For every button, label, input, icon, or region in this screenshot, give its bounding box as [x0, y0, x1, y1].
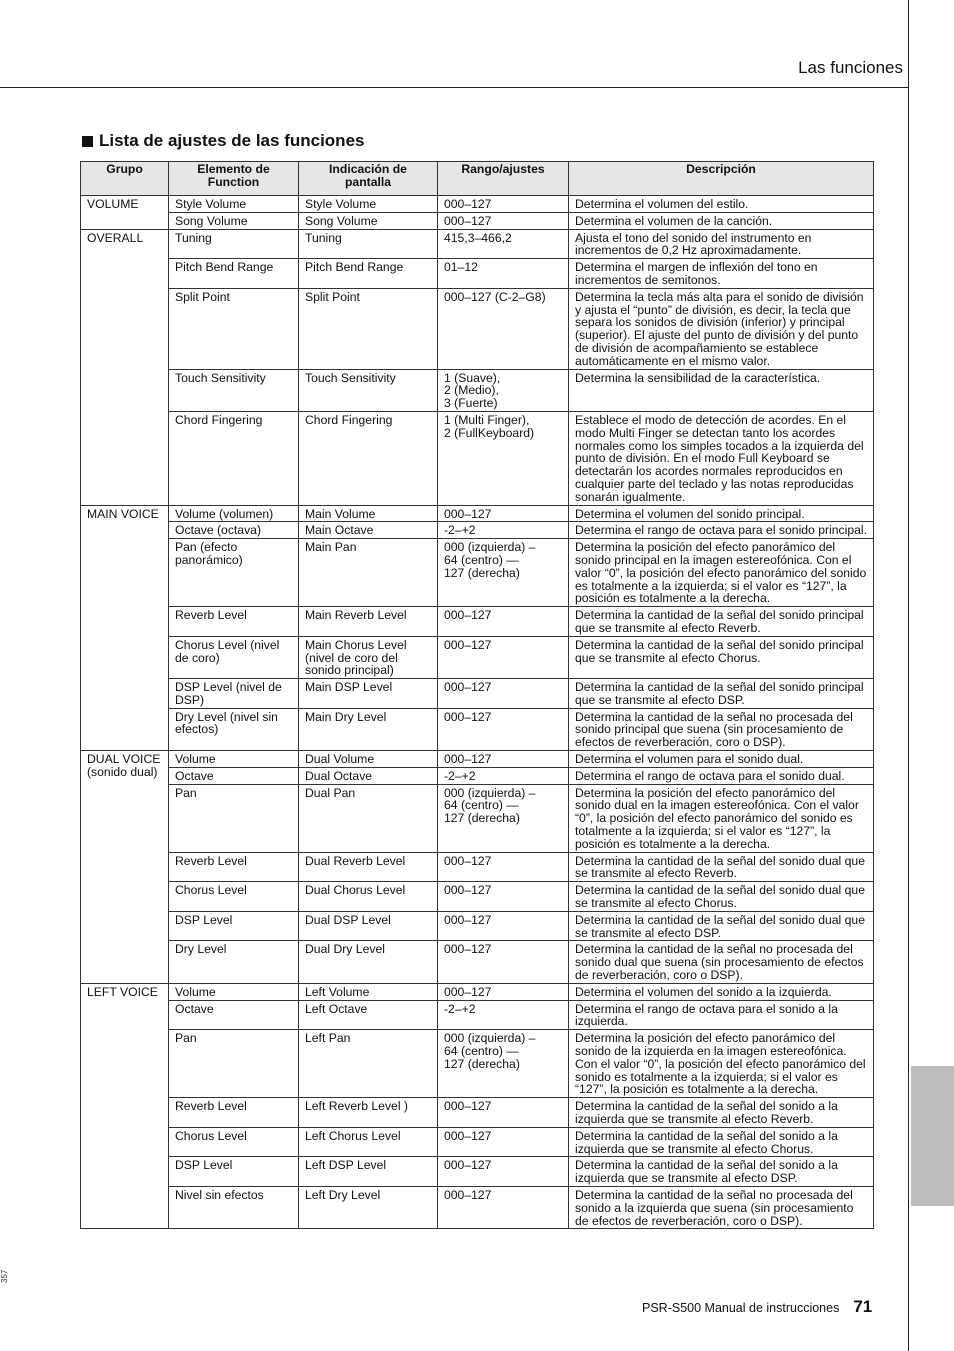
- table-row: [81, 259, 874, 289]
- display-indication: Left DSP Level: [299, 1157, 438, 1187]
- range-setting: 000–127: [438, 941, 569, 983]
- function-item: DSP Level: [169, 1157, 299, 1187]
- description: Determina la cantidad de la señal del sonido a la izquierda que se transmite al efecto DSP.: [569, 1157, 874, 1187]
- description: Determina el volumen de la canción.: [569, 212, 874, 229]
- description: Determina la cantidad de la señal del sonido dual que se transmite al efecto Reverb.: [569, 852, 874, 882]
- table-row: [81, 1000, 874, 1030]
- function-item: Volume: [169, 983, 299, 1000]
- column-header: Rango/ajustes: [438, 162, 569, 196]
- display-indication: Dual Chorus Level: [299, 882, 438, 912]
- header-rule: [0, 87, 909, 88]
- display-indication: Left Volume: [299, 983, 438, 1000]
- description: Determina la cantidad de la señal no procesada del sonido principal que suena (sin procesamiento de efectos de reverberación, coro o DSP).: [569, 708, 874, 750]
- right-margin-rule: [908, 0, 909, 1351]
- description: Ajusta el tono del sonido del instrumento en incrementos de 0,2 Hz aproximadamente.: [569, 229, 874, 259]
- table-row: [81, 751, 874, 768]
- range-setting: -2–+2: [438, 767, 569, 784]
- display-indication: Main Volume: [299, 505, 438, 522]
- range-setting: 000–127: [438, 607, 569, 637]
- table-row: [81, 679, 874, 709]
- range-setting: 000–127: [438, 1127, 569, 1157]
- group-name: DUAL VOICE (sonido dual): [81, 751, 169, 984]
- description: Establece el modo de detección de acordes. En el modo Multi Finger se detectan tanto los acordes normales como los simples tocados a la izquierda del punto de división. En el modo Full Keyboard se detectarán los acordes normales reproducidos en cualquier parte del teclado y las notas reproducidas sonarán igualmente.: [569, 411, 874, 505]
- description: Determina el volumen para el sonido dual.: [569, 751, 874, 768]
- function-item: Nivel sin efectos: [169, 1186, 299, 1228]
- range-setting: 000–127: [438, 911, 569, 941]
- function-item: Style Volume: [169, 196, 299, 213]
- table-header-row: [81, 162, 874, 196]
- display-indication: Left Pan: [299, 1030, 438, 1098]
- table-row: [81, 522, 874, 539]
- function-item: DSP Level (nivel de DSP): [169, 679, 299, 709]
- table-row: [81, 784, 874, 852]
- range-setting: 000–127: [438, 1186, 569, 1228]
- function-item: Chorus Level: [169, 1127, 299, 1157]
- display-indication: Dual Volume: [299, 751, 438, 768]
- range-setting: -2–+2: [438, 1000, 569, 1030]
- function-item: Volume: [169, 751, 299, 768]
- side-code: 357: [0, 1269, 9, 1283]
- function-item: Chord Fingering: [169, 411, 299, 505]
- function-item: Pan: [169, 784, 299, 852]
- table-row: [81, 882, 874, 912]
- column-header: Grupo: [81, 162, 169, 196]
- table-row: [81, 1186, 874, 1228]
- description: Determina la posición del efecto panorámico del sonido de la izquierda en la imagen estereofónica. Con el valor “0”, la posición del efecto panorámico del sonido es totalmente a la izquierda; si el valor es “127”, la posición es totalmente a la derecha.: [569, 1030, 874, 1098]
- display-indication: Touch Sensitivity: [299, 369, 438, 411]
- function-item: Octave (octava): [169, 522, 299, 539]
- function-item: Song Volume: [169, 212, 299, 229]
- display-indication: Left Reverb Level ): [299, 1098, 438, 1128]
- function-item: Dry Level (nivel sin efectos): [169, 708, 299, 750]
- description: Determina la cantidad de la señal no procesada del sonido dual que suena (sin procesamiento de efectos de reverberación, coro o DSP).: [569, 941, 874, 983]
- function-item: Volume (volumen): [169, 505, 299, 522]
- range-setting: 000–127: [438, 751, 569, 768]
- function-item: Pan: [169, 1030, 299, 1098]
- range-setting: 000–127: [438, 882, 569, 912]
- function-item: Tuning: [169, 229, 299, 259]
- range-setting: 1 (Suave), 2 (Medio), 3 (Fuerte): [438, 369, 569, 411]
- description: Determina la cantidad de la señal del sonido principal que se transmite al efecto Chorus.: [569, 636, 874, 678]
- table-row: [81, 941, 874, 983]
- range-setting: 01–12: [438, 259, 569, 289]
- display-indication: Left Chorus Level: [299, 1127, 438, 1157]
- range-setting: 000 (izquierda) – 64 (centro) — 127 (derecha): [438, 539, 569, 607]
- section-title-text: Lista de ajustes de las funciones: [99, 131, 365, 150]
- display-indication: Main Chorus Level (nivel de coro del sonido principal): [299, 636, 438, 678]
- chapter-tab: [911, 1066, 954, 1206]
- function-item: Reverb Level: [169, 607, 299, 637]
- table-body: [81, 196, 874, 1229]
- function-item: Pan (efecto panorámico): [169, 539, 299, 607]
- range-setting: 000–127: [438, 505, 569, 522]
- display-indication: Dual Pan: [299, 784, 438, 852]
- table-row: [81, 369, 874, 411]
- display-indication: Pitch Bend Range: [299, 259, 438, 289]
- range-setting: 415,3–466,2: [438, 229, 569, 259]
- function-item: Pitch Bend Range: [169, 259, 299, 289]
- display-indication: Dual Dry Level: [299, 941, 438, 983]
- range-setting: 1 (Multi Finger), 2 (FullKeyboard): [438, 411, 569, 505]
- display-indication: Dual DSP Level: [299, 911, 438, 941]
- description: Determina el rango de octava para el sonido dual.: [569, 767, 874, 784]
- table-row: [81, 505, 874, 522]
- page-number: 71: [853, 1297, 873, 1316]
- display-indication: Style Volume: [299, 196, 438, 213]
- table-row: [81, 288, 874, 369]
- display-indication: Main Pan: [299, 539, 438, 607]
- display-indication: Split Point: [299, 288, 438, 369]
- display-indication: Left Dry Level: [299, 1186, 438, 1228]
- description: Determina el volumen del sonido principal.: [569, 505, 874, 522]
- group-name: LEFT VOICE: [81, 983, 169, 1229]
- group-name: OVERALL: [81, 229, 169, 505]
- function-item: Octave: [169, 1000, 299, 1030]
- display-indication: Dual Reverb Level: [299, 852, 438, 882]
- table-row: [81, 607, 874, 637]
- function-item: Chorus Level: [169, 882, 299, 912]
- description: Determina la cantidad de la señal del sonido principal que se transmite al efecto DSP.: [569, 679, 874, 709]
- description: Determina la cantidad de la señal del sonido a la izquierda que se transmite al efecto Chorus.: [569, 1127, 874, 1157]
- range-setting: 000–127 (C-2–G8): [438, 288, 569, 369]
- range-setting: 000–127: [438, 1098, 569, 1128]
- table-row: [81, 539, 874, 607]
- column-header: Elemento de Function: [169, 162, 299, 196]
- column-header: Descripción: [569, 162, 874, 196]
- footer-manual-title: PSR-S500 Manual de instrucciones: [642, 1301, 840, 1315]
- range-setting: 000–127: [438, 852, 569, 882]
- range-setting: 000–127: [438, 636, 569, 678]
- range-setting: 000–127: [438, 679, 569, 709]
- description: Determina la sensibilidad de la característica.: [569, 369, 874, 411]
- description: Determina la cantidad de la señal del sonido principal que se transmite al efecto Reverb.: [569, 607, 874, 637]
- description: Determina el rango de octava para el sonido a la izquierda.: [569, 1000, 874, 1030]
- function-item: Octave: [169, 767, 299, 784]
- description: Determina la cantidad de la señal no procesada del sonido a la izquierda que suena (sin procesamiento de efectos de reverberación, coro o DSP).: [569, 1186, 874, 1228]
- group-name: VOLUME: [81, 196, 169, 230]
- table-row: [81, 708, 874, 750]
- display-indication: Main Dry Level: [299, 708, 438, 750]
- range-setting: 000–127: [438, 1157, 569, 1187]
- table-row: [81, 229, 874, 259]
- description: Determina el rango de octava para el sonido principal.: [569, 522, 874, 539]
- description: Determina la cantidad de la señal del sonido dual que se transmite al efecto Chorus.: [569, 882, 874, 912]
- column-header: Indicación de pantalla: [299, 162, 438, 196]
- display-indication: Main Octave: [299, 522, 438, 539]
- display-indication: Main DSP Level: [299, 679, 438, 709]
- group-name: MAIN VOICE: [81, 505, 169, 751]
- table-row: [81, 983, 874, 1000]
- description: Determina el volumen del sonido a la izquierda.: [569, 983, 874, 1000]
- function-item: Split Point: [169, 288, 299, 369]
- display-indication: Chord Fingering: [299, 411, 438, 505]
- function-item: Touch Sensitivity: [169, 369, 299, 411]
- display-indication: Left Octave: [299, 1000, 438, 1030]
- description: Determina el margen de inflexión del tono en incrementos de semitonos.: [569, 259, 874, 289]
- table-row: [81, 636, 874, 678]
- description: Determina la posición del efecto panorámico del sonido principal en la imagen estereofónica. Con el valor “0”, la posición del efecto panorámico del sonido es totalmente a la izquierda; si el valor es “127”, la posición es totalmente a la derecha.: [569, 539, 874, 607]
- table-row: [81, 411, 874, 505]
- display-indication: Dual Octave: [299, 767, 438, 784]
- function-item: Dry Level: [169, 941, 299, 983]
- range-setting: 000–127: [438, 196, 569, 213]
- table-row: [81, 1157, 874, 1187]
- description: Determina la posición del efecto panorámico del sonido dual en la imagen estereofónica. Con el valor “0”, la posición del efecto panorámico del sonido es totalmente a la izquierda; si el valor es “127”, la posición es totalmente a la derecha.: [569, 784, 874, 852]
- range-setting: 000 (izquierda) – 64 (centro) — 127 (derecha): [438, 784, 569, 852]
- table-row: [81, 767, 874, 784]
- range-setting: 000–127: [438, 708, 569, 750]
- description: Determina la cantidad de la señal del sonido a la izquierda que se transmite al efecto Reverb.: [569, 1098, 874, 1128]
- range-setting: 000–127: [438, 212, 569, 229]
- table-row: [81, 911, 874, 941]
- table-row: [81, 1127, 874, 1157]
- range-setting: 000 (izquierda) – 64 (centro) — 127 (derecha): [438, 1030, 569, 1098]
- table-row: [81, 212, 874, 229]
- square-bullet-icon: [82, 136, 93, 147]
- section-title: [82, 131, 364, 151]
- range-setting: -2–+2: [438, 522, 569, 539]
- range-setting: 000–127: [438, 983, 569, 1000]
- display-indication: Tuning: [299, 229, 438, 259]
- description: Determina la tecla más alta para el sonido de división y ajusta el “punto” de división, es decir, la tecla que separa los sonidos de división (inferior) y principal (superior). El ajuste del punto de división y del punto de división de acompañamiento se establece automáticamente en el mismo valor.: [569, 288, 874, 369]
- table-row: [81, 1030, 874, 1098]
- table-row: [81, 1098, 874, 1128]
- function-item: DSP Level: [169, 911, 299, 941]
- functions-table: [80, 161, 874, 1229]
- description: Determina el volumen del estilo.: [569, 196, 874, 213]
- page-footer: [642, 1297, 872, 1317]
- function-item: Reverb Level: [169, 1098, 299, 1128]
- table-row: [81, 196, 874, 213]
- page-header-title: Las funciones: [798, 58, 903, 77]
- function-item: Chorus Level (nivel de coro): [169, 636, 299, 678]
- display-indication: Song Volume: [299, 212, 438, 229]
- display-indication: Main Reverb Level: [299, 607, 438, 637]
- function-item: Reverb Level: [169, 852, 299, 882]
- description: Determina la cantidad de la señal del sonido dual que se transmite al efecto DSP.: [569, 911, 874, 941]
- table-row: [81, 852, 874, 882]
